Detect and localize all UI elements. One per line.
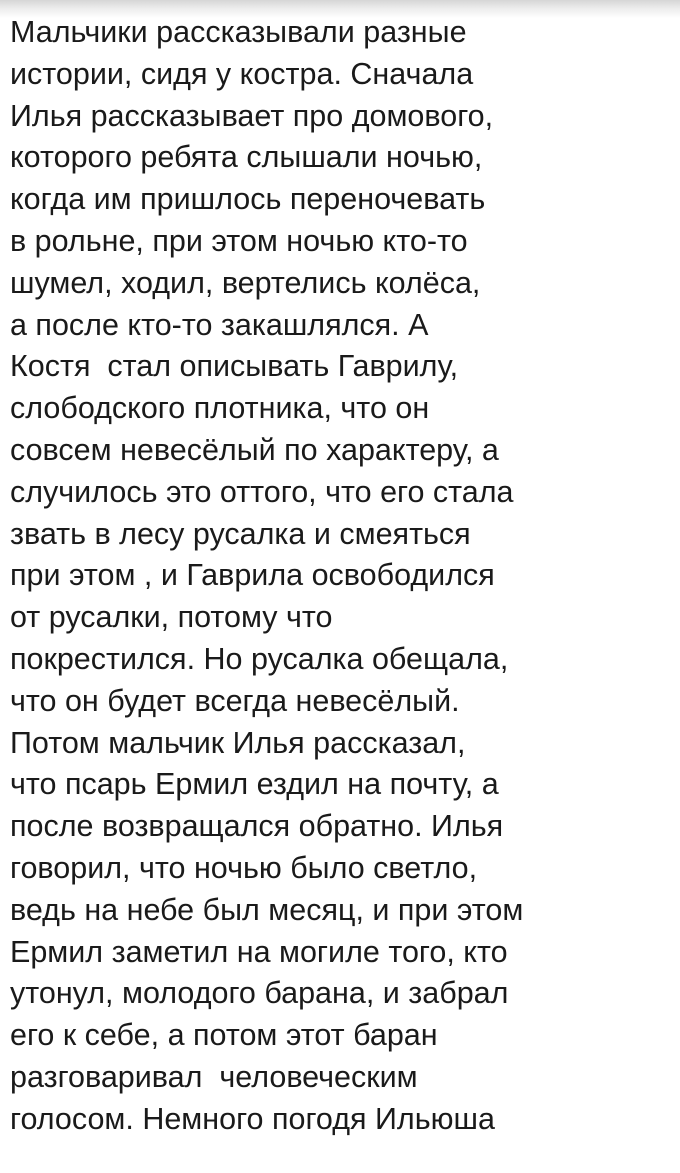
text-line: что псарь Ермил ездил на почту, а [10,767,499,802]
text-line: в рольне, при этом ночью кто-то [10,223,468,258]
text-line: Илья рассказывает про домового, [10,98,494,133]
text-line: Ермил заметил на могиле того, кто [10,934,508,969]
text-line: Потом мальчик Илья рассказал, [10,725,466,760]
text-line: утонул, молодого барана, и забрал [10,976,509,1011]
text-line: его к себе, а потом этот баран [10,1018,438,1053]
text-line: которого ребята слышали ночью, [10,140,483,175]
text-line: совсем невесёлый по характеру, а [10,432,499,467]
text-line: Костя стал описывать Гаврилу, [10,349,459,384]
text-line: после возвращался обратно. Илья [10,809,504,844]
text-line: когда им пришлось переночевать [10,182,486,217]
text-line: Мальчики рассказывали разные [10,15,467,49]
text-line: покрестился. Но русалка обещала, [10,641,509,676]
text-line: а после кто-то закашлялся. А [10,307,429,342]
text-line: от русалки, потому что [10,600,333,635]
text-line: истории, сидя у костра. Сначала [10,56,474,91]
text-line: звать в лесу русалка и смеяться [10,516,471,551]
document-text [10,12,678,1141]
text-line: голосом. Немного погодя Ильюша [10,1101,495,1136]
text-line: случилось это оттого, что его стала [10,474,514,509]
text-line: что он будет всегда невесёлый. [10,683,460,718]
text-line: при этом , и Гаврила освободился [10,558,495,593]
text-line: слободского плотника, что он [10,391,430,426]
text-line: разговаривал человеческим [10,1059,418,1094]
text-line: говорил, что ночью было светло, [10,850,478,885]
text-line: ведь на небе был месяц, и при этом [10,892,524,927]
text-line: шумел, ходил, вертелись колёса, [10,265,481,300]
